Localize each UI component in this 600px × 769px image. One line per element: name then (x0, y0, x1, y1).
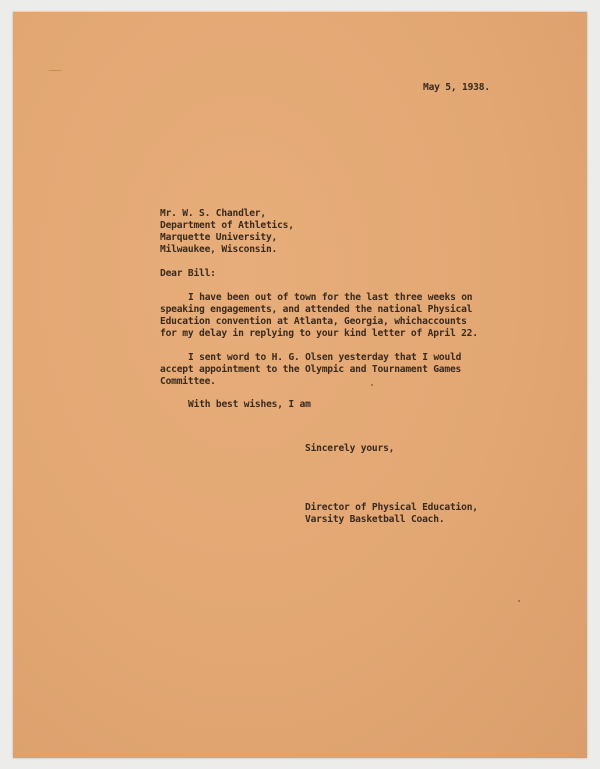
signature-line-2: Varsity Basketball Coach. (305, 514, 445, 525)
paper-mark (48, 70, 62, 71)
paragraph-2-line-1: I sent word to H. G. Olsen yesterday that I would (188, 352, 462, 363)
address-line-2: Department of Athletics, (160, 220, 294, 231)
paragraph-1-line-1: I have been out of town for the last three weeks on (188, 292, 473, 303)
closing-line: With best wishes, I am (188, 399, 311, 410)
salutation: Dear Bill: (160, 268, 216, 279)
letter-page (13, 12, 587, 758)
paragraph-1-line-3: Education convention at Atlanta, Georgia, whichaccounts (160, 316, 467, 327)
address-line-1: Mr. W. S. Chandler, (160, 208, 266, 219)
signature-line-1: Director of Physical Education, (305, 502, 478, 513)
address-line-4: Milwaukee, Wisconsin. (160, 244, 278, 255)
address-line-3: Marquette University, (160, 232, 278, 243)
paragraph-2-line-3: Committee. (160, 376, 216, 387)
paper-speck (518, 600, 520, 602)
paragraph-1-line-2: speaking engagements, and attended the national Physical (160, 304, 473, 315)
paper-speck (371, 384, 373, 386)
complimentary-close: Sincerely yours, (305, 443, 395, 454)
paragraph-2-line-2: accept appointment to the Olympic and Tournament Games (160, 364, 462, 375)
letter-date: May 5, 1938. (423, 82, 490, 93)
paragraph-1-line-4: for my delay in replying to your kind letter of April 22. (160, 328, 478, 339)
